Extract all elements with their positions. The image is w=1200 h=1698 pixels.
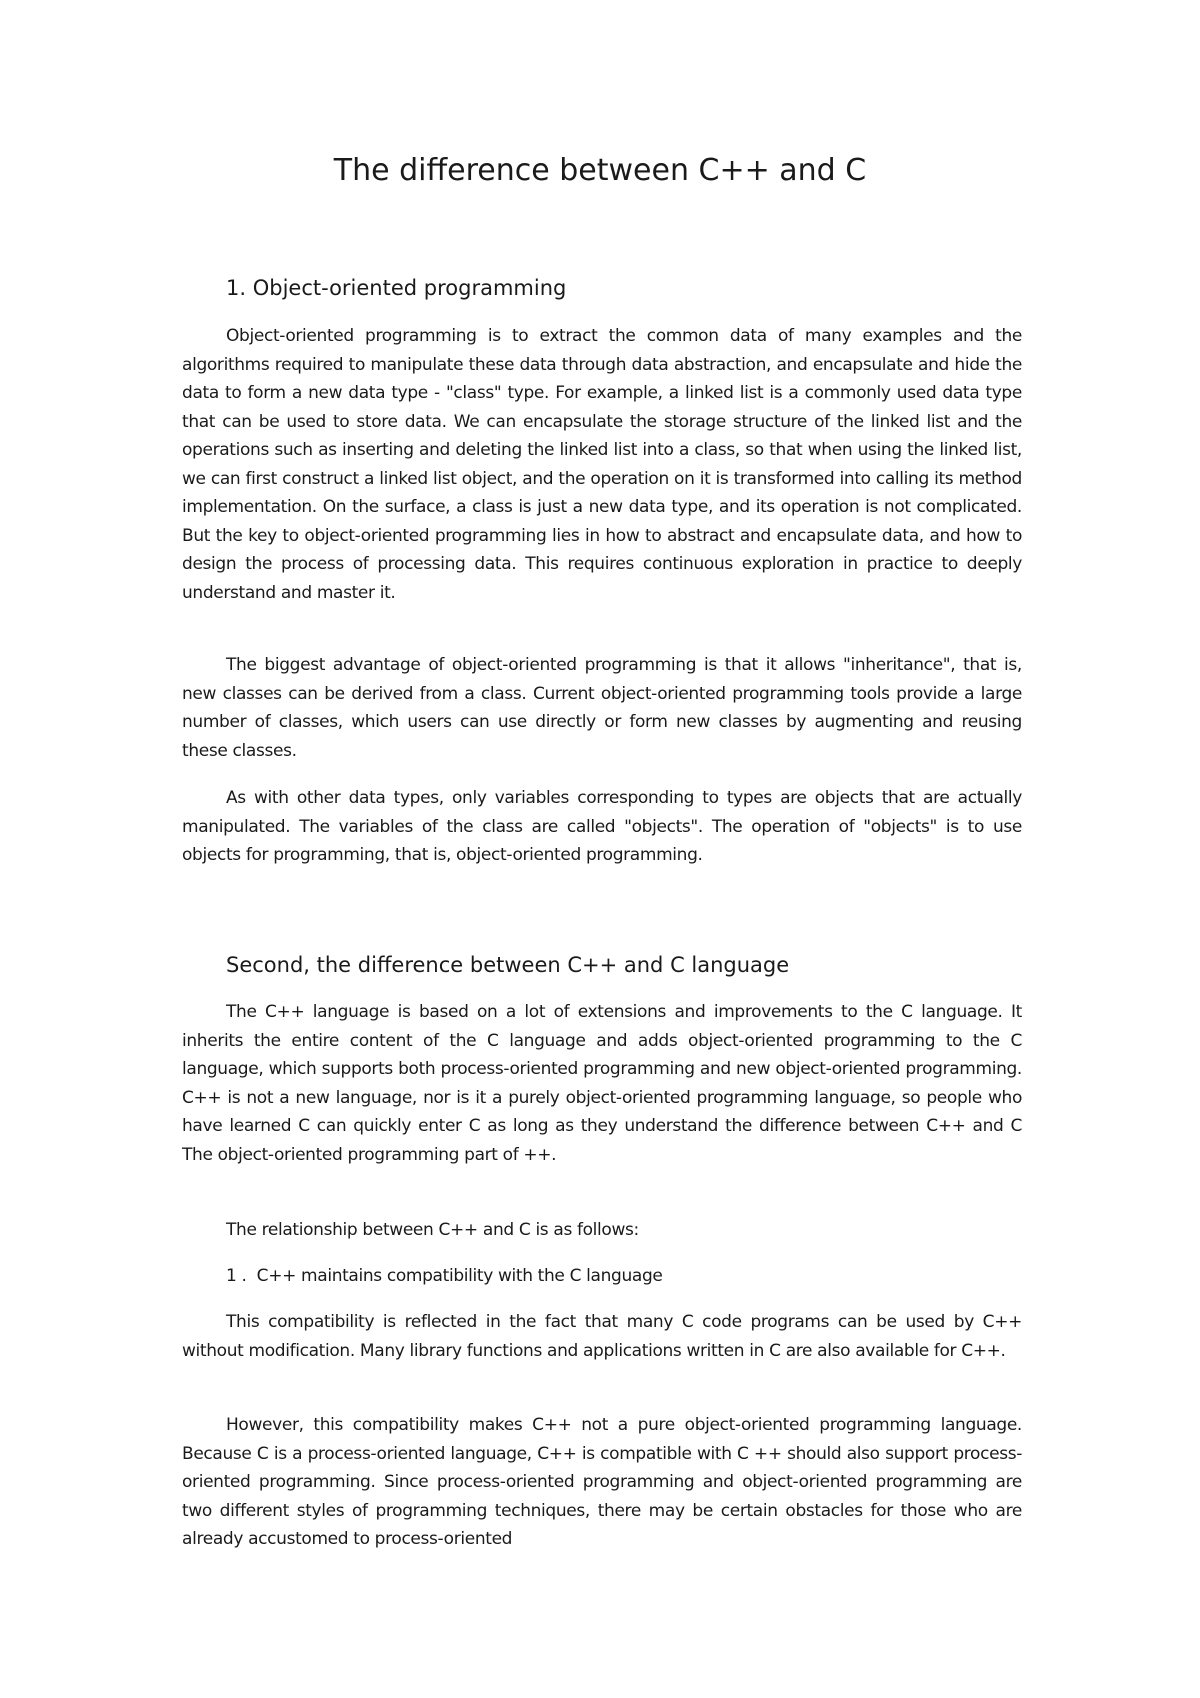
paragraph: This compatibility is reflected in the fact that many C code programs can be used by C++ without modification. Many library functions and applications written in C are also available for C++. [182, 1312, 1022, 1361]
section-heading-object-oriented: 1. Object-oriented programming [226, 276, 567, 300]
section-heading-cpp-vs-c: Second, the difference between C++ and C language [226, 953, 790, 977]
paragraph: As with other data types, only variables corresponding to types are objects that are actually manipulated. The variables of the class are called "objects". The operation of "objects" is to use objects for programming, that is, object-oriented programming. [182, 788, 1022, 865]
paragraph: However, this compatibility makes C++ not a pure object-oriented programming language. Because C is a process-oriented language, C++ is compatible with C ++ should also support process-oriented programming. Since process-oriented programming and object-oriented programming are two different styles of programming techniques, there may be certain obstacles for those who are already accustomed to process-oriented [182, 1415, 1022, 1549]
paragraph: The biggest advantage of object-oriented programming is that it allows "inheritance", that is, new classes can be derived from a class. Current object-oriented programming tools provide a large number of classes, which users can use directly or form new classes by augmenting and reusing these classes. [182, 655, 1022, 761]
paragraph: The relationship between C++ and C is as follows: [226, 1220, 639, 1240]
paragraph: Object-oriented programming is to extract the common data of many examples and the algorithms required to manipulate these data through data abstraction, and encapsulate and hide the data to form a new data type - "class" type. For example, a linked list is a commonly used data type that can be used to store data. We can encapsulate the storage structure of the linked list and the operations such as inserting and deleting the linked list into a class, so that when using the linked list, we can first construct a linked list object, and the operation on it is transformed into calling its method implementation. On the surface, a class is just a new data type, and its operation is not complicated. But the key to object-oriented programming lies in how to abstract and encapsulate data, and how to design the process of processing data. This requires continuous exploration in practice to deeply understand and master it. [182, 326, 1022, 603]
paragraph: The C++ language is based on a lot of extensions and improvements to the C language. It inherits the entire content of the C language and adds object-oriented programming to the C language, which supports both process-oriented programming and new object-oriented programming. C++ is not a new language, nor is it a purely object-oriented programming language, so people who have learned C can quickly enter C as long as they understand the difference between C++ and C The object-oriented programming part of ++. [182, 1002, 1022, 1165]
list-item-heading: 1 . C++ maintains compatibility with the C language [226, 1266, 663, 1286]
document-title: The difference between C++ and C [333, 153, 867, 188]
